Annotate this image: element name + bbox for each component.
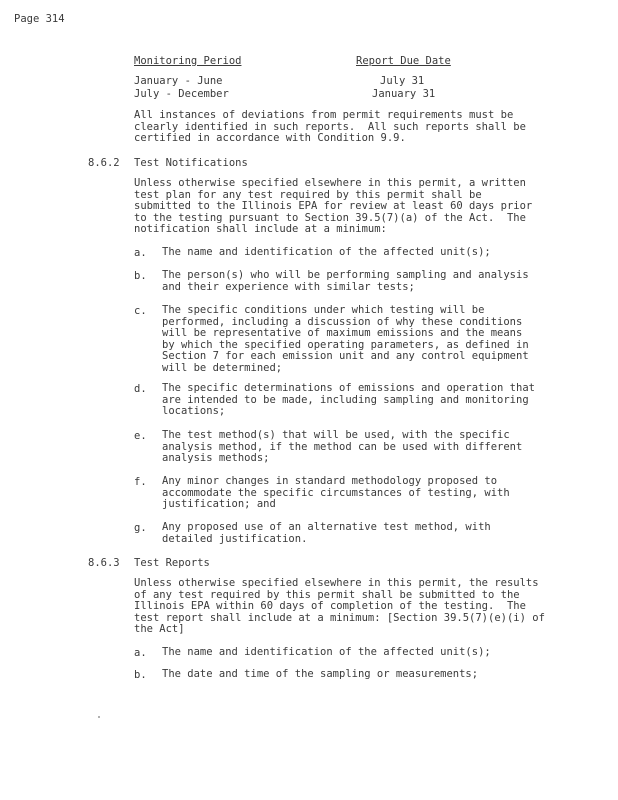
list-item-letter: b. bbox=[134, 270, 147, 282]
list-item-letter: b. bbox=[134, 669, 147, 681]
list-item-letter: g. bbox=[134, 522, 147, 534]
list-item-text: The specific determinations of emissions and operation that are intended to be made, including sampling and monitoring locations; bbox=[162, 382, 535, 417]
list-item-text: Any proposed use of an alternative test method, with detailed justification. bbox=[162, 521, 491, 545]
schedule-period-cell: January - June bbox=[134, 75, 223, 87]
section-intro-paragraph: Unless otherwise specified elsewhere in this permit, the results of any test required by this permit shall be submitted to the Illinois EPA within 60 days of completion of the testing. The test report shall include at a minimum: [Section 39.5(7)(e)(i) of the Act] bbox=[134, 577, 545, 635]
report-due-date-header: Report Due Date bbox=[356, 55, 451, 67]
section-title: Test Notifications bbox=[134, 157, 248, 169]
schedule-period-cell: July - December bbox=[134, 88, 229, 100]
monitoring-period-header: Monitoring Period bbox=[134, 55, 242, 67]
section-number: 8.6.2 bbox=[88, 157, 120, 169]
list-item-text: The name and identification of the affected unit(s); bbox=[162, 246, 491, 258]
scan-speck bbox=[98, 716, 100, 718]
list-item-letter: a. bbox=[134, 647, 147, 659]
list-item-text: The person(s) who will be performing sampling and analysis and their experience with similar tests; bbox=[162, 269, 529, 293]
page-number: Page 314 bbox=[14, 13, 65, 25]
list-item-letter: d. bbox=[134, 383, 147, 395]
section-title: Test Reports bbox=[134, 557, 210, 569]
section-intro-paragraph: Unless otherwise specified elsewhere in this permit, a written test plan for any test required by this permit shall be submitted to the Illinois EPA for review at least 60 days prior to the testing pursuant to Section 39.5(7)(a) of the Act. The notification shall include at a minimum: bbox=[134, 177, 533, 235]
section-number: 8.6.3 bbox=[88, 557, 120, 569]
list-item-letter: f. bbox=[134, 476, 147, 488]
list-item-letter: a. bbox=[134, 247, 147, 259]
list-item-letter: c. bbox=[134, 305, 147, 317]
schedule-due-cell: January 31 bbox=[372, 88, 436, 100]
schedule-due-cell: July 31 bbox=[380, 75, 425, 87]
list-item-text: The date and time of the sampling or measurements; bbox=[162, 668, 479, 680]
list-item-text: Any minor changes in standard methodology proposed to accommodate the specific circumstances of testing, with justification; and bbox=[162, 475, 510, 510]
deviations-paragraph: All instances of deviations from permit requirements must be clearly identified in such reports. All such reports shall be certified in accordance with Condition 9.9. bbox=[134, 109, 526, 144]
list-item-letter: e. bbox=[134, 430, 147, 442]
list-item-text: The test method(s) that will be used, with the specific analysis method, if the method can be used with different analysis methods; bbox=[162, 429, 523, 464]
list-item-text: The name and identification of the affected unit(s); bbox=[162, 646, 491, 658]
list-item-text: The specific conditions under which testing will be performed, including a discussion of why these conditions will be representative of maximum emissions and the means by which the specified operating parameters, as defined in Section 7 for each emission unit and any control equipment will be determined; bbox=[162, 304, 529, 374]
